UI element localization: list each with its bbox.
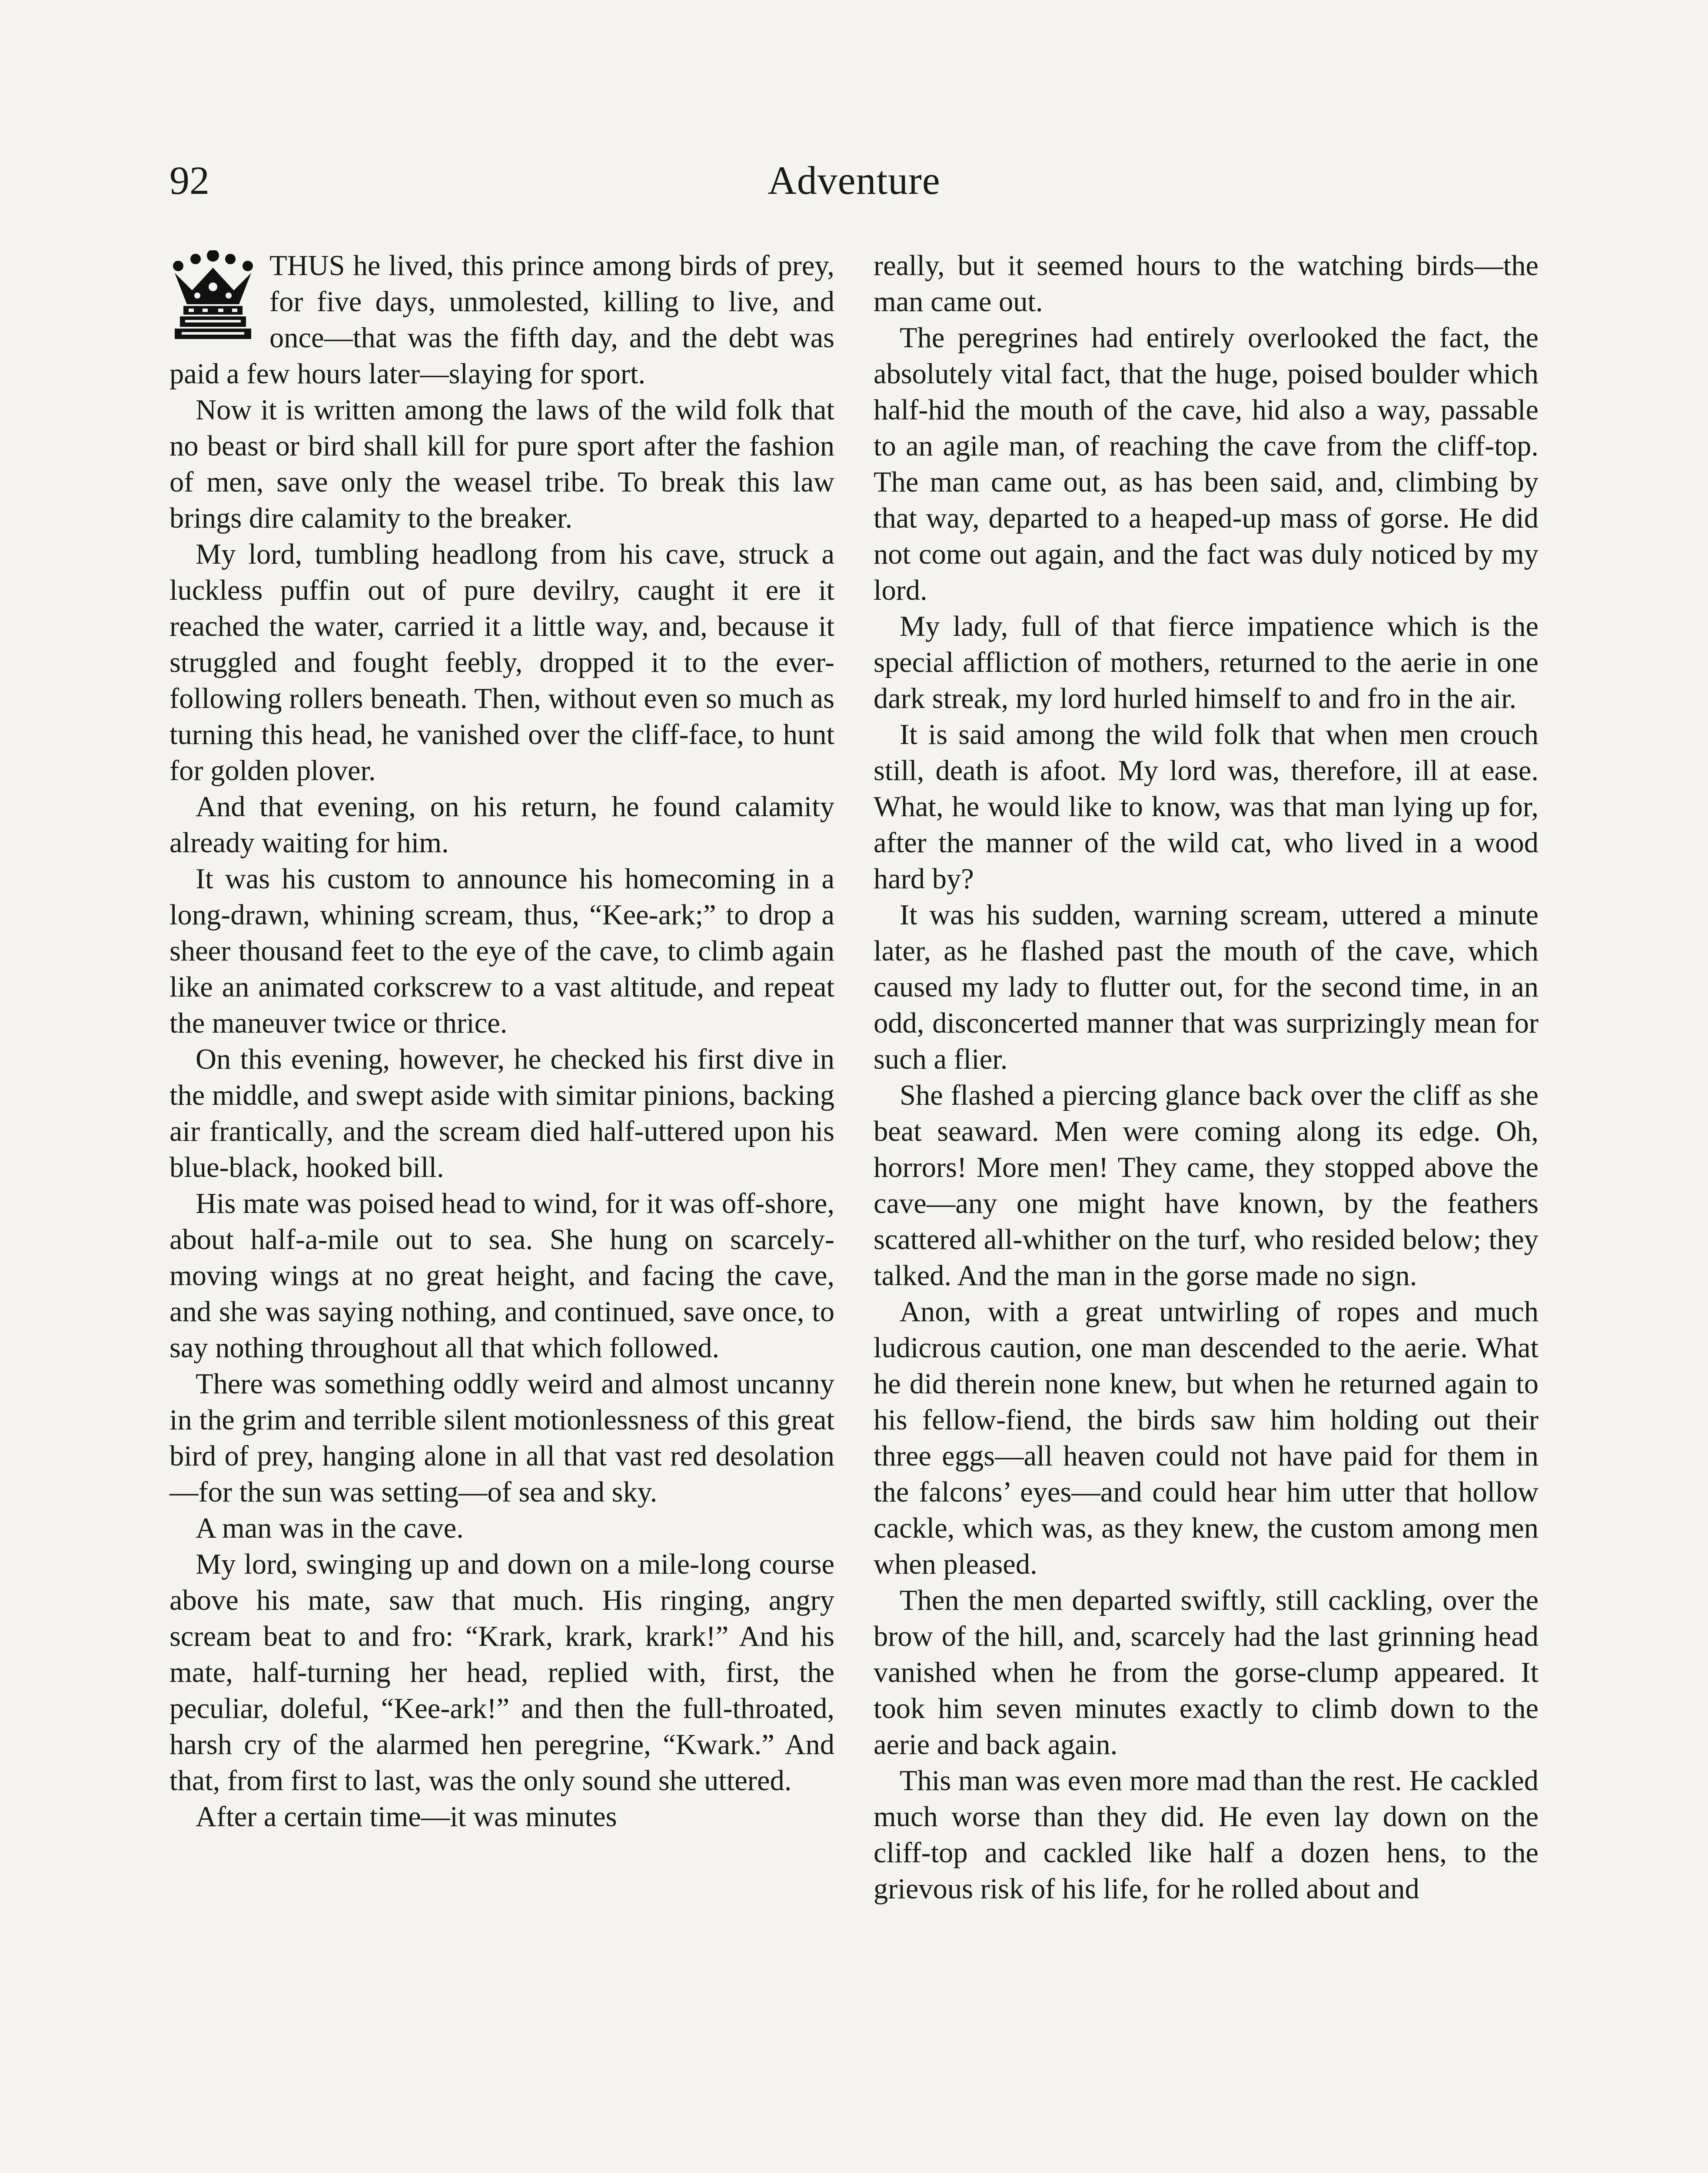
paragraph: His mate was poised head to wind, for it was off-shore, about half-a-mile out to sea. She hung on scarcely-moving wings at no great height, and facing the cave, and she was saying nothing, and continued, save once, to say nothing throughout all that which followed. [169,1188,834,1364]
paragraph: And that evening, on his return, he found calamity already waiting for him. [169,791,834,859]
paragraph: It was his custom to announce his homecoming in a long-drawn, whining scream, thus, “Kee-ark;” to drop a sheer thousand feet to the eye of the cave, to climb again like an animated corkscrew to a vast altitude, and repeat the maneuver twice or thrice. [169,863,834,1039]
paragraph: It is said among the wild folk that when men crouch still, death is afoot. My lord was, therefore, ill at ease. What, he would like to know, was that man lying up for, after the manner of the wild cat, who lived in a wood hard by? [874,719,1539,895]
paragraph: On this evening, however, he checked his first dive in the middle, and swept aside with simitar pinions, backing air frantically, and the scream died half-uttered upon his blue-black, hooked bill. [169,1043,834,1183]
right-column [874,248,1539,1907]
paragraph: THUS he lived, this prince among birds of prey, for five days, unmolested, killing to live, and once—that was the fifth day, and the debt was paid a few hours later—slaying for sport. [169,250,834,390]
paragraph: The peregrines had entirely overlooked the fact, the absolutely vital fact, that the huge, poised boulder which half-hid the mouth of the cave, hid also a way, passable to an agile man, of reaching the cave from the cliff-top. The man came out, as has been said, and, climbing by that way, departed to a heaped-up mass of gorse. He did not come out again, and the fact was duly noticed by my lord. [874,322,1539,606]
paragraph: It was his sudden, warning scream, uttered a minute later, as he flashed past the mouth of the cave, which caused my lady to flutter out, for the second time, in an odd, disconcerted manner that was surprizingly mean for such a flier. [874,899,1539,1075]
running-head: Adventure [768,158,940,203]
page-header [169,152,1539,209]
paragraph: really, but it seemed hours to the watching birds—the man came out. [874,250,1539,318]
paragraph: There was something oddly weird and almost uncanny in the grim and terrible silent motionlessness of this great bird of prey, hanging alone in all that vast red desolation—for the sun was setting—of sea and sky. [169,1368,834,1508]
paragraph: My lady, full of that fierce impatience which is the special affliction of mothers, returned to the aerie in one dark streak, my lord hurled himself to and fro in the air. [874,611,1539,714]
paragraph: Anon, with a great untwirling of ropes and much ludicrous caution, one man descended to the aerie. What he did therein none knew, but when he returned again to his fellow-fiend, the birds saw him holding out their three eggs—all heaven could not have paid for them in the falcons’ eyes—and could hear him utter that hollow cackle, which was, as they knew, the custom among men when pleased. [874,1296,1539,1580]
paragraph: After a certain time—it was minutes [196,1801,617,1833]
paragraph: This man was even more mad than the rest. He cackled much worse than they did. He even lay down on the cliff-top and cackled like half a dozen hens, to the grievous risk of his life, for he rolled about and [874,1765,1539,1905]
left-column [169,248,834,1835]
paragraph: My lord, tumbling headlong from his cave, struck a luckless puffin out of pure devilry, caught it ere it reached the water, carried it a little way, and, because it struggled and fought feebly, dropped it to the ever-following rollers beneath. Then, without even so much as turning this head, he vanished over the cliff-face, to hunt for golden plover. [169,538,834,787]
paragraph: A man was in the cave. [196,1512,464,1544]
paragraph: Then the men departed swiftly, still cackling, over the brow of the hill, and, scarcely had the last grinning head vanished when he from the gorse-clump appeared. It took him seven minutes exactly to climb down to the aerie and back again. [874,1585,1539,1761]
page-number: 92 [169,158,209,203]
paragraph: Now it is written among the laws of the wild folk that no beast or bird shall kill for pure sport after the fashion of men, save only the weasel tribe. To break this law brings dire calamity to the breaker. [169,394,834,534]
paragraph: She flashed a piercing glance back over the cliff as she beat seaward. Men were coming along its edge. Oh, horrors! More men! They came, they stopped above the cave—any one might have known, by the feathers scattered all-whither on the turf, who resided below; they talked. And the man in the gorse made no sign. [874,1080,1539,1292]
crown-icon [169,250,256,350]
paragraph: My lord, swinging up and down on a mile-long course above his mate, saw that much. His ringing, angry scream beat to and fro: “Krark, krark, krark!” And his mate, half-turning her head, replied with, first, the peculiar, doleful, “Kee-ark!” and then the full-throated, harsh cry of the alarmed hen peregrine, “Kwark.” And that, from first to last, was the only sound she uttered. [169,1548,834,1797]
